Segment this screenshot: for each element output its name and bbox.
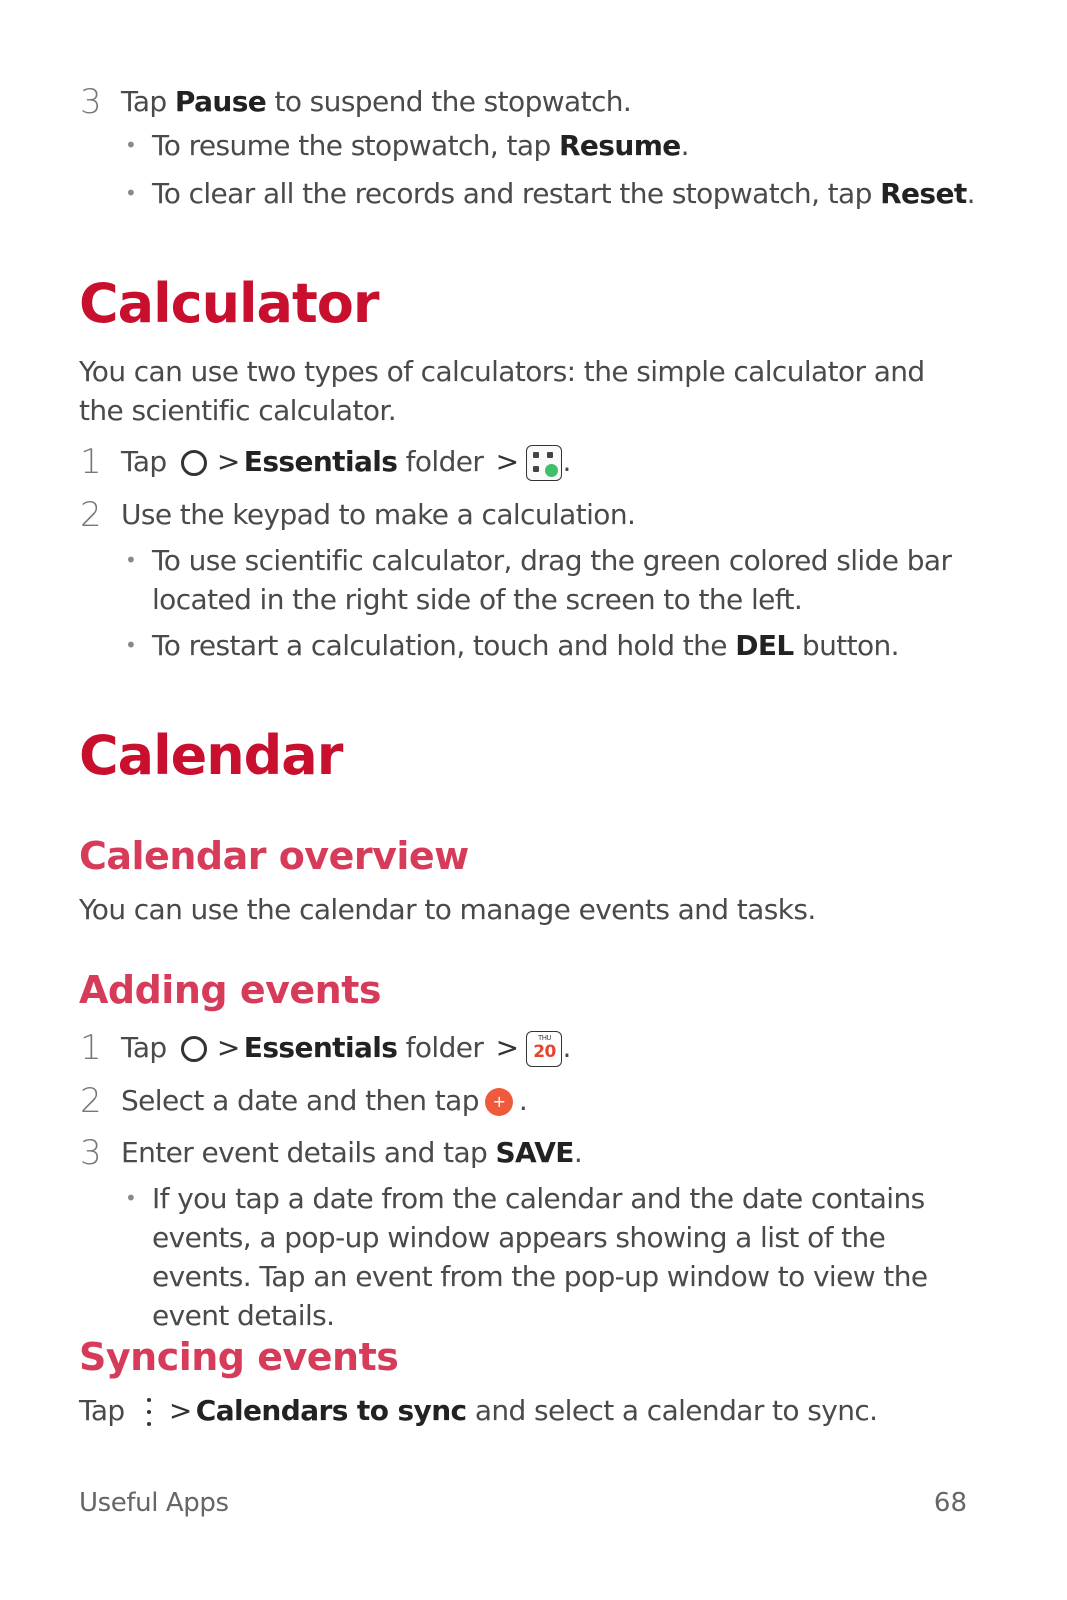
reset-label: Reset xyxy=(880,177,967,210)
calendar-icon-date: 20 xyxy=(533,1042,556,1062)
tap-text: Tap xyxy=(121,445,167,478)
calendar-app-icon xyxy=(526,1031,562,1067)
syncing-events-text xyxy=(79,1391,959,1430)
calendar-overview-heading: Calendar overview xyxy=(79,834,469,878)
chevron-right-icon: > xyxy=(216,445,240,478)
calculator-intro: You can use two types of calculators: the simple calculator and the scientific calculator. xyxy=(79,355,925,427)
bullet-dot: • xyxy=(125,633,137,657)
period: . xyxy=(562,1031,571,1064)
bullet-dot: • xyxy=(125,181,137,205)
step-number: 2 xyxy=(80,1081,102,1121)
chevron-right-icon: > xyxy=(495,445,519,478)
sync-text: and select a calendar to sync. xyxy=(466,1394,878,1427)
step-number: 1 xyxy=(80,1028,102,1068)
step-text: Use the keypad to make a calculation. xyxy=(121,498,636,531)
bullet-text: . xyxy=(966,177,975,210)
resume-label: Resume xyxy=(558,129,681,162)
period: . xyxy=(562,445,571,478)
home-icon xyxy=(181,450,207,476)
essentials-label: Essentials xyxy=(243,1031,398,1064)
add-event-icon: + xyxy=(485,1088,513,1116)
step-text: . xyxy=(573,1136,583,1169)
folder-text: folder xyxy=(397,1031,492,1064)
step-text: Tap xyxy=(121,85,175,118)
pause-label: Pause xyxy=(174,85,267,118)
tap-text: Tap xyxy=(121,1031,167,1064)
bullet-dot: • xyxy=(125,133,137,157)
chevron-right-icon: > xyxy=(216,1031,240,1064)
step-number: 3 xyxy=(80,82,102,122)
period: . xyxy=(518,1084,528,1117)
step-text: Select a date and then tap xyxy=(121,1084,479,1117)
footer-section-name: Useful Apps xyxy=(79,1488,229,1518)
step-text: to suspend the stopwatch. xyxy=(266,85,632,118)
bullet-text: To resume the stopwatch, tap xyxy=(152,129,559,162)
calendar-overview-text: You can use the calendar to manage events and tasks. xyxy=(79,893,816,926)
step-number: 3 xyxy=(80,1133,102,1173)
essentials-label: Essentials xyxy=(243,445,398,478)
del-label: DEL xyxy=(735,629,794,662)
bullet-dot: • xyxy=(125,1186,137,1210)
syncing-events-heading: Syncing events xyxy=(79,1335,399,1379)
home-icon xyxy=(181,1036,207,1062)
bullet-text: To clear all the records and restart the stopwatch, tap xyxy=(152,177,881,210)
calendar-title: Calendar xyxy=(79,724,343,787)
page-number: 68 xyxy=(933,1488,967,1518)
adding-events-heading: Adding events xyxy=(79,968,381,1012)
folder-text: folder xyxy=(397,445,492,478)
bullet-text: To restart a calculation, touch and hold the xyxy=(152,629,736,662)
tap-text: Tap xyxy=(79,1394,125,1427)
calculator-title: Calculator xyxy=(79,272,379,335)
step-text: Enter event details and tap xyxy=(121,1136,496,1169)
bullet-text: To use scientific calculator, drag the green colored slide bar located in the right side of the screen to the left. xyxy=(152,544,952,616)
calculator-app-icon xyxy=(526,445,562,481)
bullet-dot: • xyxy=(125,548,137,572)
more-options-icon xyxy=(139,1394,159,1430)
calendars-to-sync-label: Calendars to sync xyxy=(195,1394,467,1427)
step-number: 2 xyxy=(80,495,102,535)
calendar-icon-day: THU xyxy=(538,1034,551,1042)
bullet-text: button. xyxy=(793,629,899,662)
chevron-right-icon: > xyxy=(168,1394,192,1427)
bullet-text: . xyxy=(680,129,689,162)
save-label: SAVE xyxy=(495,1136,574,1169)
chevron-right-icon: > xyxy=(495,1031,519,1064)
step-number: 1 xyxy=(80,442,102,482)
bullet-text: If you tap a date from the calendar and the date contains events, a pop-up window appears showing a list of the events. Tap an event from the pop-up window to view the event details. xyxy=(152,1182,928,1332)
